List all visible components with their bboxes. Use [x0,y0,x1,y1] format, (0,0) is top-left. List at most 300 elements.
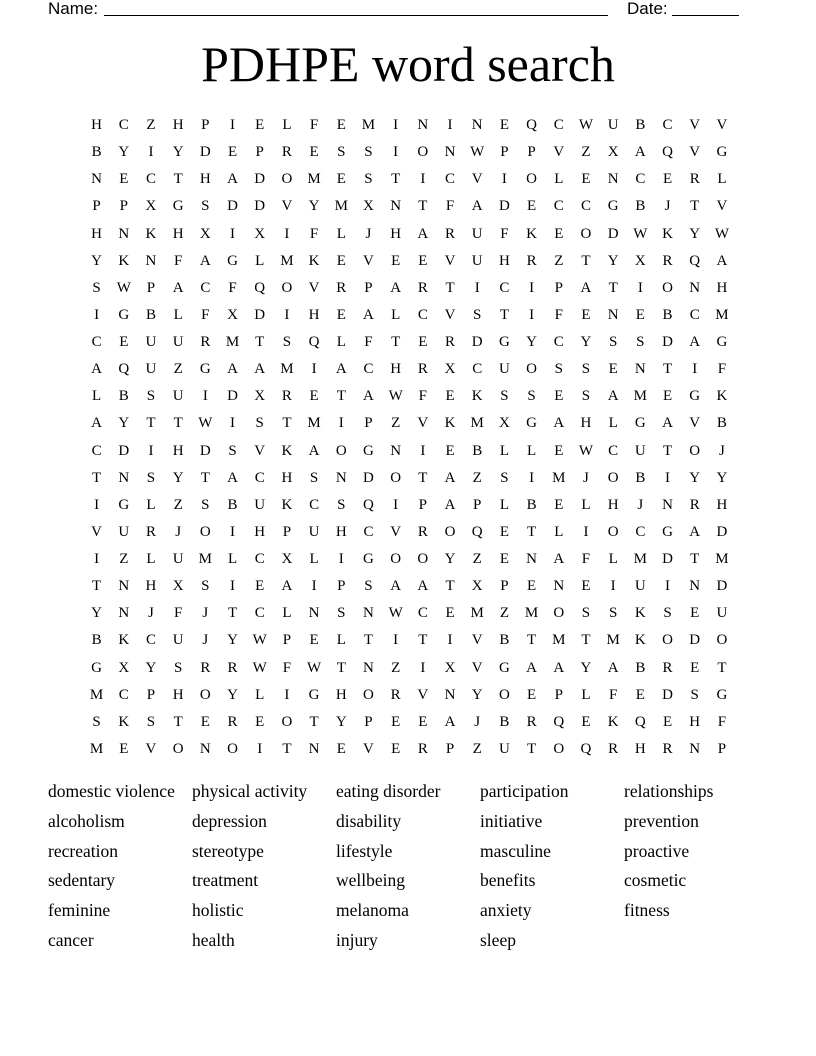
grid-letter[interactable]: E [581,578,591,595]
grid-letter[interactable]: N [390,442,402,459]
grid-letter[interactable]: H [91,117,103,133]
grid-letter[interactable]: T [581,252,591,269]
grid-letter[interactable]: I [583,523,589,540]
grid-letter[interactable]: K [145,225,157,242]
grid-letter[interactable]: P [364,279,373,296]
grid-letter[interactable]: C [145,632,156,649]
grid-letter[interactable]: X [118,659,130,676]
grid-letter[interactable]: M [89,686,104,703]
grid-letter[interactable]: O [281,171,293,188]
grid-letter[interactable]: U [607,117,619,133]
grid-letter[interactable]: H [172,117,184,133]
grid-letter[interactable]: U [716,605,728,622]
grid-letter[interactable]: X [363,198,374,215]
grid-letter[interactable]: I [637,279,643,296]
grid-letter[interactable]: G [118,306,130,323]
grid-letter[interactable]: N [118,578,130,595]
grid-letter[interactable]: P [364,415,373,432]
grid-letter[interactable]: S [282,334,292,350]
grid-letter[interactable]: W [470,144,485,161]
grid-letter[interactable]: U [145,361,157,378]
grid-letter[interactable]: L [92,388,102,405]
grid-letter[interactable]: S [92,279,101,296]
grid-letter[interactable]: R [526,252,537,269]
grid-letter[interactable]: V [91,523,103,540]
grid-letter[interactable]: V [471,171,483,188]
grid-letter[interactable]: I [393,144,399,161]
grid-letter[interactable]: C [472,361,483,378]
grid-letter[interactable]: G [662,523,673,540]
grid-letter[interactable]: K [634,605,646,622]
grid-letter[interactable]: O [281,279,293,296]
grid-letter[interactable]: I [420,442,426,459]
grid-letter[interactable]: Z [499,605,509,622]
grid-letter[interactable]: F [201,306,210,323]
grid-letter[interactable]: U [498,740,510,757]
grid-letter[interactable]: Q [118,361,130,378]
grid-letter[interactable]: S [473,306,482,323]
grid-letter[interactable]: A [308,442,320,459]
grid-letter[interactable]: S [92,713,101,730]
grid-letter[interactable]: H [580,415,592,432]
grid-letter[interactable]: U [172,632,184,649]
grid-letter[interactable]: T [445,578,455,595]
grid-letter[interactable]: E [391,713,401,730]
grid-letter[interactable]: K [308,252,320,269]
grid-letter[interactable]: L [336,334,346,350]
grid-letter[interactable]: I [311,578,317,595]
grid-letter[interactable]: T [499,306,509,323]
grid-letter[interactable]: K [118,713,130,730]
grid-letter[interactable]: I [420,659,426,676]
grid-letter[interactable]: V [444,252,456,269]
grid-letter[interactable]: E [445,388,455,405]
grid-letter[interactable]: Y [91,605,103,622]
grid-letter[interactable]: A [227,469,238,486]
grid-letter[interactable]: B [635,659,646,676]
grid-letter[interactable]: N [390,198,402,215]
grid-letter[interactable]: K [471,388,483,405]
date-blank-line[interactable] [672,15,739,16]
grid-letter[interactable]: U [471,252,483,269]
grid-letter[interactable]: V [363,252,374,269]
grid-letter[interactable]: N [689,740,701,757]
grid-letter[interactable]: Y [607,252,619,269]
grid-letter[interactable]: U [471,225,483,242]
grid-letter[interactable]: R [336,279,347,296]
grid-letter[interactable]: P [364,713,373,730]
grid-letter[interactable]: I [257,740,263,757]
grid-letter[interactable]: N [553,578,565,595]
grid-letter[interactable]: X [607,144,619,161]
grid-letter[interactable]: Z [581,144,591,161]
grid-letter[interactable]: T [527,523,537,540]
grid-letter[interactable]: O [390,469,402,486]
grid-letter[interactable]: G [716,334,728,350]
grid-letter[interactable]: F [445,198,455,215]
grid-letter[interactable]: M [470,415,484,432]
grid-letter[interactable]: V [417,415,429,432]
grid-letter[interactable]: V [716,198,728,215]
grid-letter[interactable]: S [608,334,618,350]
grid-letter[interactable]: A [716,252,728,269]
grid-letter[interactable]: S [228,442,237,459]
grid-letter[interactable]: I [529,279,535,296]
grid-letter[interactable]: A [91,361,103,378]
grid-letter[interactable]: P [554,686,563,703]
grid-letter[interactable]: L [581,496,591,513]
grid-letter[interactable]: N [363,605,374,622]
grid-letter[interactable]: M [715,306,729,323]
grid-letter[interactable]: L [717,171,727,188]
grid-letter[interactable]: Y [172,144,184,161]
grid-letter[interactable]: N [118,469,130,486]
grid-letter[interactable]: V [689,415,701,432]
grid-letter[interactable]: E [255,578,265,595]
grid-letter[interactable]: V [444,306,456,323]
grid-letter[interactable]: O [689,442,701,459]
grid-letter[interactable]: Y [91,252,103,269]
grid-letter[interactable]: B [635,469,646,486]
grid-letter[interactable]: R [445,334,456,350]
grid-letter[interactable]: A [199,252,211,269]
grid-letter[interactable]: T [391,171,401,188]
grid-letter[interactable]: I [202,388,208,405]
grid-letter[interactable]: P [337,578,346,595]
grid-letter[interactable]: J [664,198,671,215]
grid-letter[interactable]: I [393,632,399,649]
grid-letter[interactable]: Y [118,415,130,432]
grid-letter[interactable]: Q [634,713,646,730]
grid-letter[interactable]: Z [472,469,482,486]
grid-letter[interactable]: U [172,388,184,405]
grid-letter[interactable]: E [418,252,428,269]
grid-letter[interactable]: N [471,117,483,133]
grid-letter[interactable]: L [309,551,319,567]
grid-letter[interactable]: G [689,388,701,405]
grid-letter[interactable]: A [254,361,266,378]
grid-letter[interactable]: X [227,306,238,323]
grid-letter[interactable]: E [527,578,537,595]
grid-letter[interactable]: W [388,388,403,405]
grid-letter[interactable]: X [199,225,211,242]
grid-letter[interactable]: P [717,740,727,757]
grid-letter[interactable]: S [500,469,509,486]
grid-letter[interactable]: A [580,279,592,296]
grid-letter[interactable]: S [337,144,346,161]
grid-letter[interactable]: I [284,306,290,323]
grid-letter[interactable]: E [690,605,700,622]
grid-letter[interactable]: C [553,334,564,350]
grid-letter[interactable]: I [230,523,236,540]
grid-letter[interactable]: S [554,361,563,378]
grid-letter[interactable]: T [690,551,700,567]
grid-letter[interactable]: L [255,686,265,703]
grid-letter[interactable]: J [365,225,372,242]
grid-letter[interactable]: F [581,551,591,567]
grid-letter[interactable]: X [254,225,266,242]
grid-letter[interactable]: G [634,415,646,432]
grid-letter[interactable]: T [255,334,265,350]
grid-letter[interactable]: O [580,225,592,242]
grid-letter[interactable]: K [526,225,538,242]
grid-letter[interactable]: D [662,686,673,703]
grid-letter[interactable]: X [444,659,456,676]
grid-letter[interactable]: Q [254,279,266,296]
grid-letter[interactable]: I [230,415,236,432]
grid-letter[interactable]: H [335,686,347,703]
grid-letter[interactable]: E [309,144,319,161]
grid-letter[interactable]: W [198,415,213,432]
grid-letter[interactable]: D [254,171,266,188]
grid-letter[interactable]: E [418,713,428,730]
grid-letter[interactable]: U [634,442,646,459]
grid-letter[interactable]: E [499,523,509,540]
grid-letter[interactable]: Z [119,551,129,567]
grid-letter[interactable]: D [607,225,619,242]
grid-letter[interactable]: I [284,225,290,242]
grid-letter[interactable]: K [634,632,646,649]
grid-letter[interactable]: E [309,388,319,405]
grid-letter[interactable]: E [608,361,618,378]
grid-letter[interactable]: I [665,578,671,595]
grid-letter[interactable]: O [390,551,402,567]
grid-letter[interactable]: N [335,469,347,486]
grid-letter[interactable]: L [554,171,564,188]
grid-letter[interactable]: O [199,523,211,540]
grid-letter[interactable]: M [552,469,566,486]
grid-letter[interactable]: A [281,578,293,595]
grid-letter[interactable]: S [581,361,591,378]
grid-letter[interactable]: X [145,198,157,215]
grid-letter[interactable]: P [146,686,156,703]
grid-letter[interactable]: O [526,361,538,378]
grid-letter[interactable]: L [282,605,292,622]
grid-letter[interactable]: M [307,171,321,188]
grid-letter[interactable]: R [145,523,156,540]
grid-letter[interactable]: H [607,496,619,513]
grid-letter[interactable]: S [146,469,156,486]
grid-letter[interactable]: O [417,551,429,567]
grid-letter[interactable]: S [663,605,672,622]
grid-letter[interactable]: W [252,659,267,676]
grid-letter[interactable]: C [580,198,591,215]
grid-letter[interactable]: Y [471,686,483,703]
grid-letter[interactable]: E [581,171,591,188]
grid-letter[interactable]: A [227,171,238,188]
grid-letter[interactable]: G [172,198,184,215]
grid-letter[interactable]: A [553,551,565,567]
grid-letter[interactable]: F [282,659,292,676]
grid-letter[interactable]: P [282,632,292,649]
grid-letter[interactable]: C [145,171,156,188]
grid-letter[interactable]: P [473,496,482,513]
grid-letter[interactable]: U [254,496,266,513]
grid-letter[interactable]: W [633,225,648,242]
grid-letter[interactable]: Y [689,469,701,486]
grid-letter[interactable]: E [336,306,346,323]
grid-letter[interactable]: I [338,551,344,567]
grid-letter[interactable]: F [309,117,319,133]
grid-letter[interactable]: E [418,334,428,350]
grid-letter[interactable]: Y [145,659,157,676]
grid-letter[interactable]: N [689,279,701,296]
grid-letter[interactable]: C [363,523,374,540]
grid-letter[interactable]: V [471,632,483,649]
grid-letter[interactable]: T [92,469,102,486]
grid-letter[interactable]: N [607,171,619,188]
grid-letter[interactable]: A [363,306,374,323]
grid-letter[interactable]: R [417,279,428,296]
grid-letter[interactable]: T [608,279,618,296]
grid-letter[interactable]: M [470,605,484,622]
grid-letter[interactable]: I [230,225,236,242]
grid-letter[interactable]: D [199,144,211,161]
grid-letter[interactable]: B [499,713,510,730]
grid-letter[interactable]: R [662,252,673,269]
grid-letter[interactable]: W [307,659,322,676]
grid-letter[interactable]: F [717,713,727,730]
grid-letter[interactable]: O [172,740,184,757]
grid-letter[interactable]: K [281,442,293,459]
grid-letter[interactable]: G [363,551,374,567]
grid-letter[interactable]: E [119,334,129,350]
grid-letter[interactable]: Z [554,252,564,269]
grid-letter[interactable]: J [175,523,182,540]
grid-letter[interactable]: T [662,442,673,459]
grid-letter[interactable]: N [689,578,701,595]
grid-letter[interactable]: O [363,686,374,703]
grid-letter[interactable]: E [499,551,509,567]
grid-letter[interactable]: P [119,198,128,215]
grid-letter[interactable]: E [200,713,210,730]
grid-letter[interactable]: E [554,388,564,405]
grid-letter[interactable]: M [89,740,104,757]
grid-letter[interactable]: K [607,713,619,730]
grid-letter[interactable]: G [607,198,619,215]
grid-letter[interactable]: T [690,198,700,215]
grid-letter[interactable]: O [444,523,456,540]
grid-letter[interactable]: S [255,415,264,432]
grid-letter[interactable]: J [637,496,644,513]
grid-letter[interactable]: G [526,415,538,432]
grid-letter[interactable]: C [553,117,564,133]
grid-letter[interactable]: Z [472,551,482,567]
grid-letter[interactable]: A [607,659,619,676]
grid-letter[interactable]: F [309,225,319,242]
grid-letter[interactable]: T [173,171,183,188]
grid-letter[interactable]: R [662,740,673,757]
grid-letter[interactable]: A [662,415,673,432]
grid-letter[interactable]: X [172,578,184,595]
grid-letter[interactable]: H [335,523,347,540]
grid-letter[interactable]: S [500,388,509,405]
grid-letter[interactable]: D [716,578,728,595]
grid-letter[interactable]: M [552,632,566,649]
grid-letter[interactable]: I [610,578,616,595]
grid-letter[interactable]: Q [689,252,701,269]
grid-letter[interactable]: A [390,279,402,296]
grid-letter[interactable]: C [417,605,428,622]
grid-letter[interactable]: E [336,117,346,133]
grid-letter[interactable]: E [309,632,319,649]
grid-letter[interactable]: N [118,225,130,242]
grid-letter[interactable]: B [635,198,646,215]
grid-letter[interactable]: K [716,388,728,405]
grid-letter[interactable]: B [91,144,102,161]
grid-letter[interactable]: H [172,225,184,242]
grid-letter[interactable]: L [336,225,346,242]
grid-letter[interactable]: E [255,117,265,133]
grid-letter[interactable]: D [471,334,483,350]
grid-letter[interactable]: F [228,279,237,296]
grid-letter[interactable]: O [716,632,728,649]
grid-letter[interactable]: F [500,225,509,242]
grid-letter[interactable]: L [554,523,564,540]
grid-letter[interactable]: V [417,686,429,703]
grid-letter[interactable]: N [199,740,211,757]
grid-letter[interactable]: Q [526,117,538,133]
grid-letter[interactable]: B [227,496,238,513]
grid-letter[interactable]: F [717,361,727,378]
grid-letter[interactable]: P [92,198,101,215]
grid-letter[interactable]: O [498,686,510,703]
grid-letter[interactable]: A [91,415,103,432]
grid-letter[interactable]: N [634,361,646,378]
grid-letter[interactable]: S [364,578,373,595]
grid-letter[interactable]: B [499,632,510,649]
grid-letter[interactable]: S [146,713,156,730]
grid-letter[interactable]: P [500,578,509,595]
grid-letter[interactable]: B [526,496,537,513]
grid-letter[interactable]: N [118,605,130,622]
grid-letter[interactable]: Y [689,225,701,242]
grid-letter[interactable]: A [689,334,701,350]
grid-letter[interactable]: P [418,496,428,513]
grid-letter[interactable]: S [608,605,618,622]
grid-letter[interactable]: N [417,117,429,133]
grid-letter[interactable]: K [118,252,130,269]
grid-letter[interactable]: A [363,388,374,405]
grid-letter[interactable]: L [391,306,401,323]
grid-letter[interactable]: C [662,117,673,133]
grid-letter[interactable]: G [227,252,238,269]
grid-letter[interactable]: Z [391,415,401,432]
grid-letter[interactable]: Z [173,361,183,378]
grid-letter[interactable]: T [717,659,727,676]
grid-letter[interactable]: V [553,144,565,161]
grid-letter[interactable]: C [254,469,265,486]
grid-letter[interactable]: G [118,496,130,513]
grid-letter[interactable]: U [118,523,130,540]
grid-letter[interactable]: J [202,605,209,622]
grid-letter[interactable]: A [390,578,402,595]
grid-letter[interactable]: J [474,713,481,730]
grid-letter[interactable]: V [471,659,483,676]
grid-letter[interactable]: S [364,171,373,188]
grid-letter[interactable]: R [608,740,619,757]
grid-letter[interactable]: I [393,117,399,133]
grid-letter[interactable]: I [393,496,399,513]
grid-letter[interactable]: T [527,632,537,649]
grid-letter[interactable]: E [445,605,455,622]
grid-letter[interactable]: R [227,713,238,730]
grid-letter[interactable]: H [716,496,728,513]
grid-letter[interactable]: M [280,252,294,269]
grid-letter[interactable]: O [227,740,238,757]
grid-letter[interactable]: S [337,496,346,513]
grid-letter[interactable]: Q [308,334,320,350]
